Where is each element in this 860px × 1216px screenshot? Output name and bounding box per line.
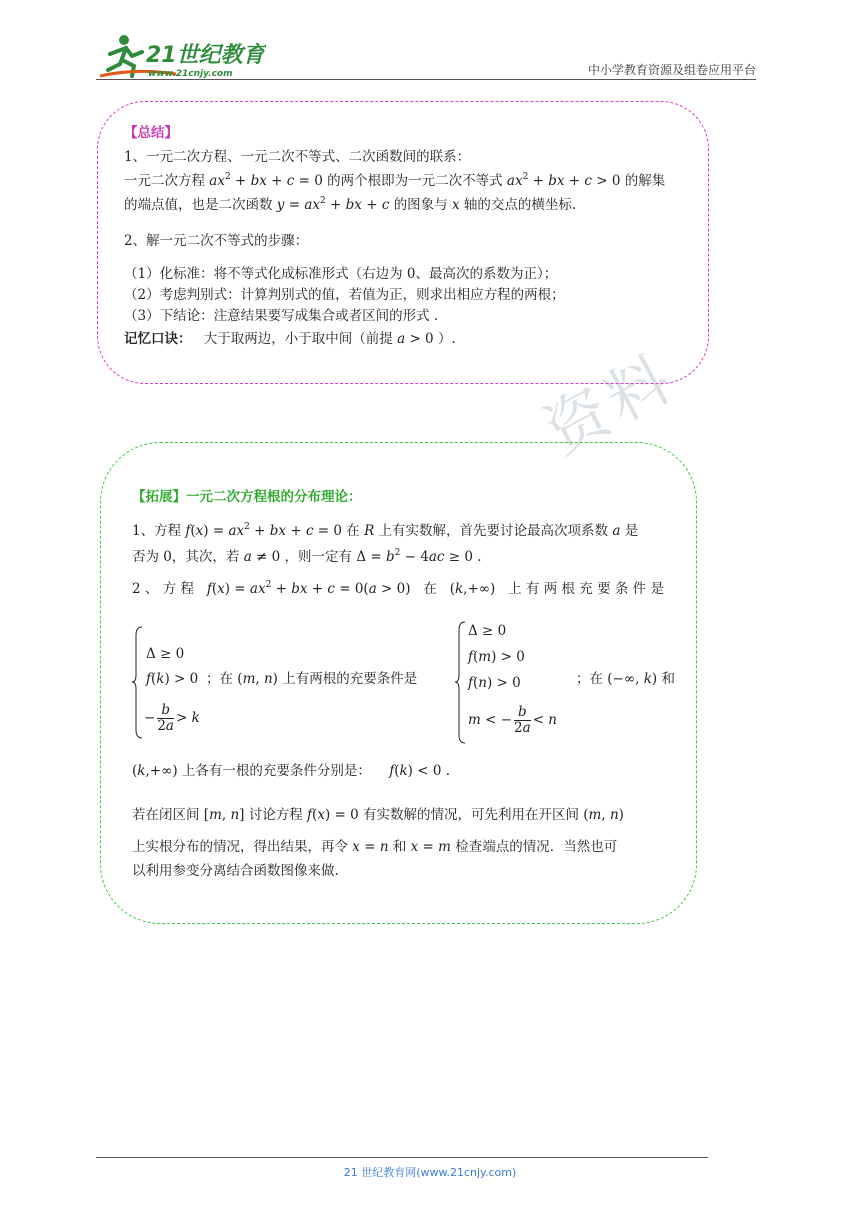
left-brace-icon bbox=[455, 620, 467, 745]
extension-line-5: (k,+∞) 上各有一根的充要条件分别是： f(k) < 0 . bbox=[132, 763, 450, 779]
extension-line-6: 若在闭区间 [m, n] 讨论方程 f(x) = 0 有实数解的情况，可先利用在开区间 (m, n) bbox=[132, 807, 624, 823]
header-divider bbox=[96, 79, 756, 80]
footer-divider bbox=[96, 1157, 708, 1158]
summary-memo: 记忆口诀： 大于取两边，小于取中间（前提 a > 0 ）. bbox=[124, 331, 456, 347]
logo-sub-text: www.21cnjy.com bbox=[148, 69, 233, 79]
extension-line-1: 1、方程 $f(x) = ax^2$ + bx + c = 0 在 R 上有实数解，首先要讨论最高次项系数 a 是 bbox=[132, 522, 639, 539]
summary-step-2: （2）考虑判别式：计算判别式的值，若值为正，则求出相应方程的两根； bbox=[124, 287, 565, 303]
summary-heading: 【总结】 bbox=[124, 125, 178, 141]
extension-line-8: 以利用参变分离结合函数图像来做. bbox=[132, 863, 339, 879]
extension-line-4b: ；在 (−∞, k) 和 bbox=[576, 671, 675, 687]
summary-line-3: 的端点值，也是二次函数 $y = ax^2$ + bx + c 的图象与 x 轴的交点的横坐标. bbox=[124, 196, 577, 213]
watermark: 资料 bbox=[533, 339, 688, 469]
site-logo bbox=[96, 32, 266, 80]
extension-line-2: 否为 0，其次，若 a ≠ 0 ，则一定有 $\Delta = b^2 - 4ac \ge 0$ . bbox=[132, 548, 482, 565]
summary-step-3: （3）下结论：注意结果要写成集合或者区间的形式 . bbox=[124, 308, 439, 324]
extension-line-3: 2 、 方 程 $f(x) = ax^2$ + bx + c = 0(a > 0) 在 (k,+∞) 上 有 两 根 充 要 条 件 是 bbox=[132, 580, 664, 597]
runner-logo-icon bbox=[96, 32, 266, 80]
summary-step-1: （1）化标准：将不等式化成标准形式（右边为 0、最高次的系数为正）； bbox=[124, 266, 558, 282]
extension-heading: 【拓展】一元二次方程根的分布理论： bbox=[132, 489, 362, 505]
extension-line-7: 上实根分布的情况，得出结果，再令 x = n 和 x = m 检查端点的情况．当然也可 bbox=[132, 839, 618, 855]
condition-system-1: Δ ≥ 0 f(k) > 0 − $\frac{b}{2a}$ > k bbox=[132, 625, 222, 740]
left-brace-icon bbox=[132, 625, 144, 740]
summary-line-2: 一元二次方程 $ax^2$ + bx + c = 0 的两个根即为一元二次不等式 $ax^2$ + bx + c > 0 的解集 bbox=[124, 172, 666, 189]
summary-line-4: 2、解一元二次不等式的步骤： bbox=[124, 233, 309, 249]
summary-line-1: 1、一元二次方程、一元二次不等式、二次函数间的联系： bbox=[124, 149, 471, 165]
logo-main-text: 21世纪教育 bbox=[146, 43, 265, 68]
condition-system-2: Δ ≥ 0 f(m) > 0 f(n) > 0 m < − $\frac{b}{2a}$ < n bbox=[455, 620, 565, 745]
footer-link[interactable]: 21 世纪教育网(www.21cnjy.com) bbox=[343, 1166, 517, 1179]
extension-line-4a: ；在 (m, n) 上有两根的充要条件是 bbox=[206, 671, 418, 687]
site-name: 中小学教育资源及组卷应用平台 bbox=[587, 63, 756, 77]
